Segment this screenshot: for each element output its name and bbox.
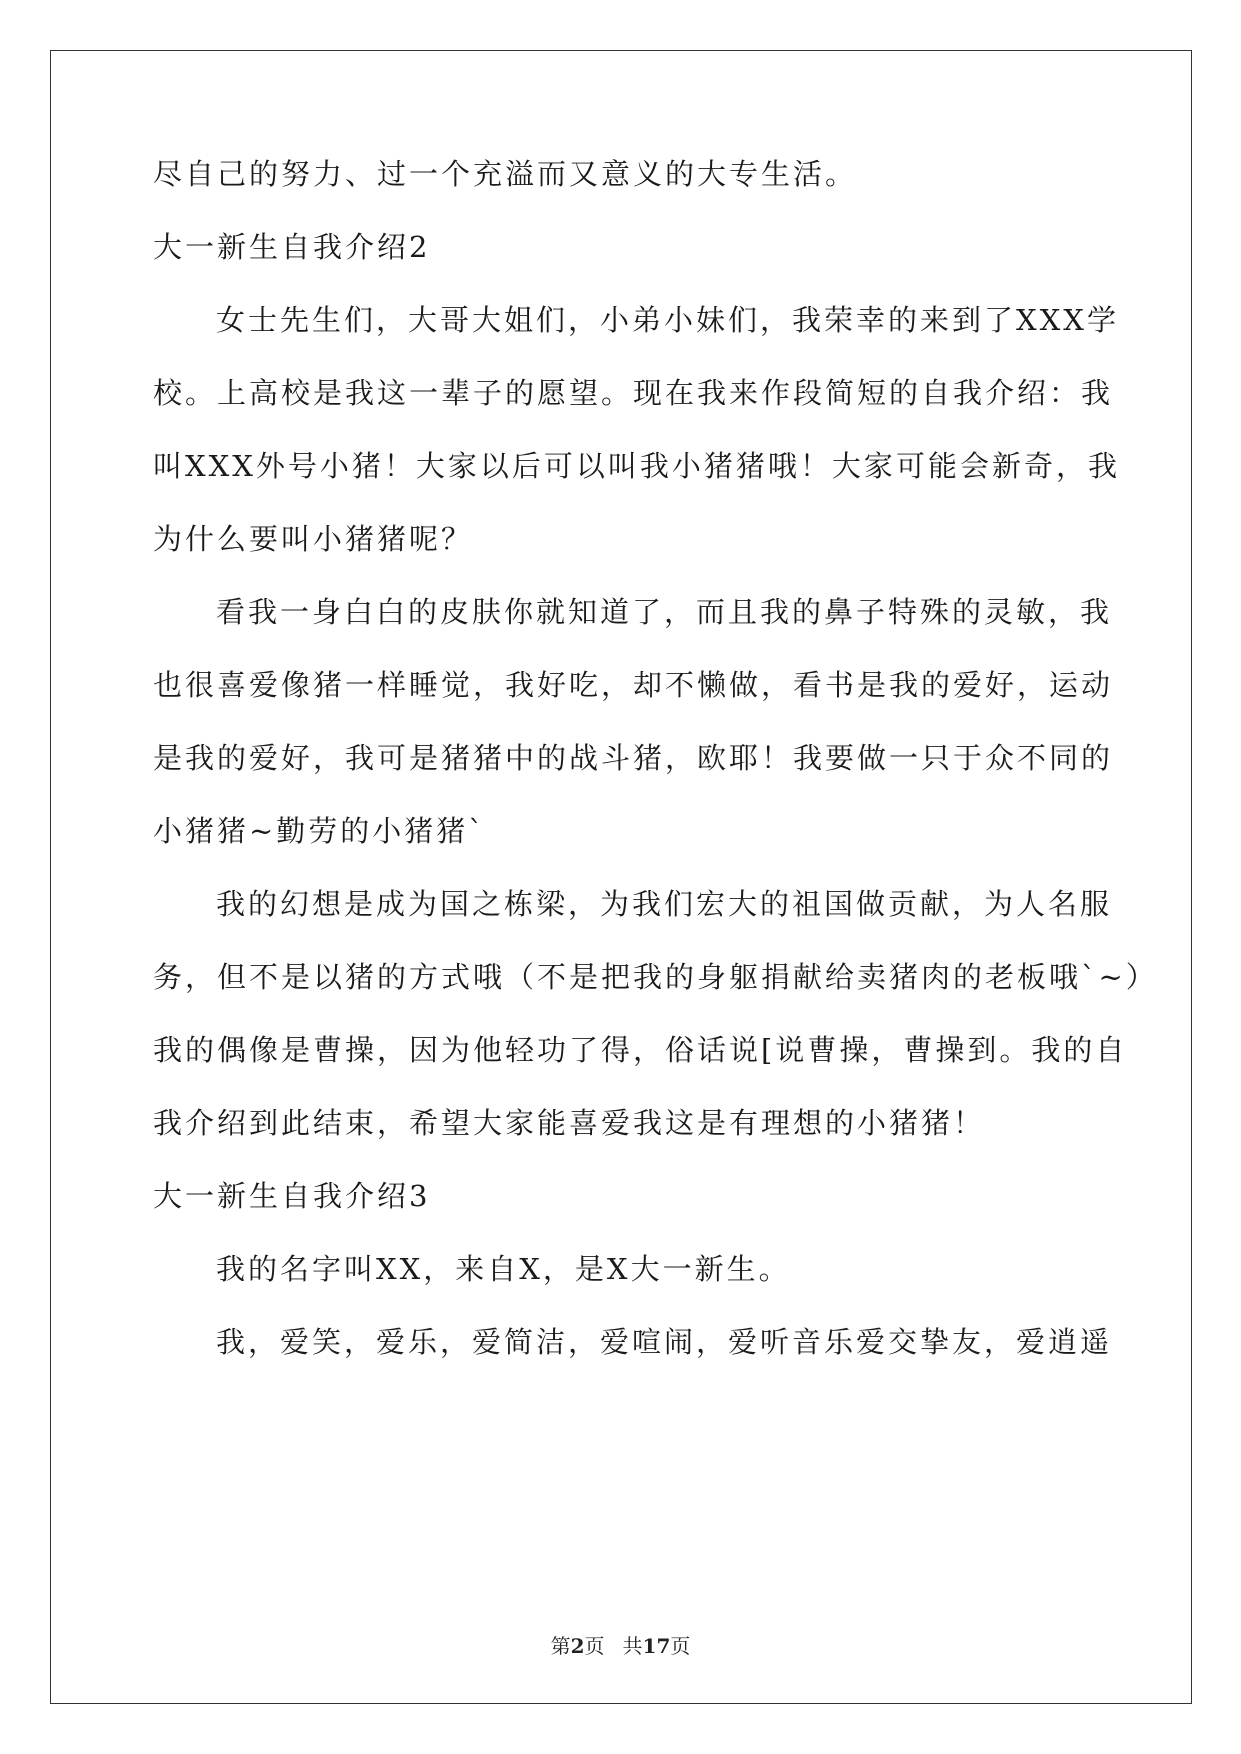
body-text-line: 我介绍到此结束，希望大家能喜爱我这是有理想的小猪猪！ [153, 1106, 986, 1140]
body-text-line: 小猪猪~勤劳的小猪猪` [153, 814, 486, 848]
page-suffix: 页 [584, 1634, 605, 1658]
body-text-line: 校。上高校是我这一辈子的愿望。现在我来作段简短的自我介绍：我 [153, 376, 1114, 410]
body-text-line: 我的名字叫XX，来自X，是X大一新生。 [216, 1252, 791, 1286]
body-text-line: 是我的爱好，我可是猪猪中的战斗猪，欧耶！我要做一只于众不同的 [153, 741, 1114, 775]
body-text-line: 尽自己的努力、过一个充溢而又意义的大专生活。 [153, 157, 858, 191]
body-text-line: 也很喜爱像猪一样睡觉，我好吃，却不懒做，看书是我的爱好，运动 [153, 668, 1114, 702]
body-text-line: 为什么要叫小猪猪呢？ [153, 522, 474, 556]
page-number: 2 [570, 1634, 585, 1658]
total-pages: 17 [642, 1634, 671, 1658]
body-text-line: 看我一身白白的皮肤你就知道了，而且我的鼻子特殊的灵敏，我 [216, 595, 1113, 629]
body-text-line: 我的幻想是成为国之栋梁，为我们宏大的祖国做贡献，为人名服 [216, 887, 1113, 921]
section-heading: 大一新生自我介绍3 [153, 1179, 431, 1213]
body-text-line: 务，但不是以猪的方式哦（不是把我的身躯捐献给卖猪肉的老板哦`~） [153, 960, 1158, 994]
page-border [50, 50, 1192, 1704]
section-heading: 大一新生自我介绍2 [153, 230, 431, 264]
page-footer [0, 1630, 1241, 1659]
body-text-line: 我的偶像是曹操，因为他轻功了得，俗话说[说曹操，曹操到。我的自 [153, 1033, 1128, 1067]
page-prefix: 第 [550, 1634, 571, 1658]
body-text-line: 叫XXX外号小猪！大家以后可以叫我小猪猪哦！大家可能会新奇，我 [153, 449, 1120, 483]
total-suffix: 页 [670, 1634, 691, 1658]
body-text-line: 女士先生们，大哥大姐们，小弟小妹们，我荣幸的来到了XXX学 [216, 303, 1119, 337]
body-text-line: 我，爱笑，爱乐，爱简洁，爱喧闹，爱听音乐爱交挚友，爱逍遥 [216, 1325, 1113, 1359]
total-prefix: 共 [622, 1634, 643, 1658]
